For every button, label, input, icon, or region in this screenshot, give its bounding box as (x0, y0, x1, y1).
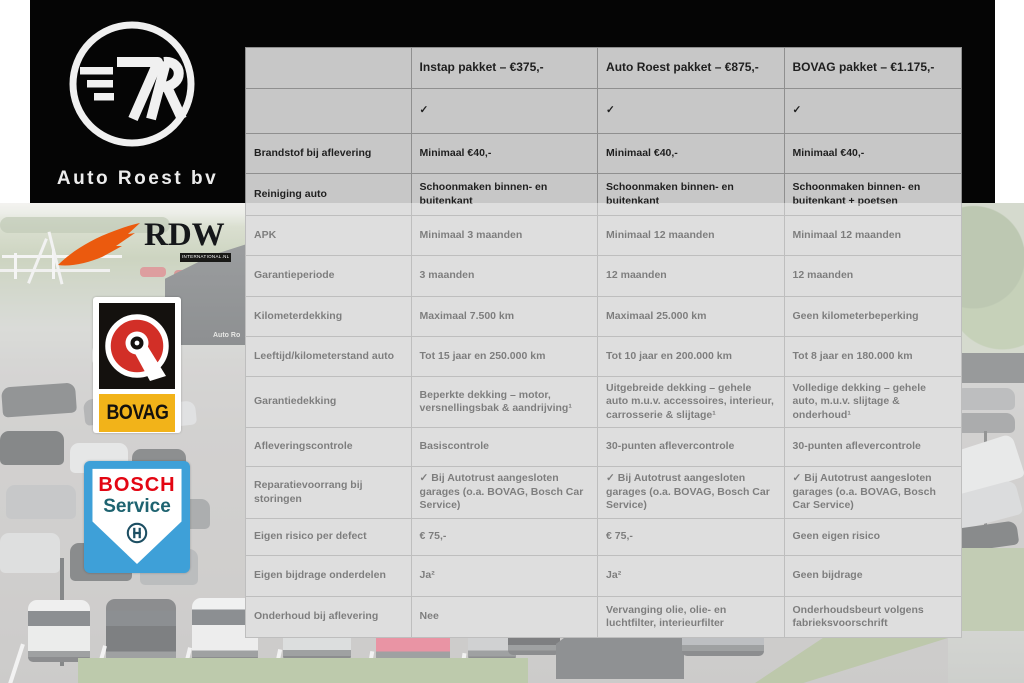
package-cell: € 75,- (598, 519, 784, 556)
row-label: Garantiedekking (246, 377, 412, 428)
package-cell: Geen kilometerbeperking (785, 297, 962, 337)
row-label (246, 89, 412, 134)
row-label: APK (246, 216, 412, 256)
row-label: Garantieperiode (246, 256, 412, 297)
package-cell: ✓ (785, 89, 962, 134)
column-header-instap: Instap pakket – €375,- (412, 48, 598, 89)
bovag-wordmark: BOVAG (105, 401, 168, 424)
rdw-wing-icon (56, 221, 142, 271)
table-row (246, 89, 961, 134)
package-cell: ✓ (412, 89, 598, 134)
package-cell: Tot 8 jaar en 180.000 km (785, 337, 962, 377)
package-cell: Geen bijdrage (785, 556, 962, 597)
package-cell: ✓ Bij Autotrust aangesloten garages (o.a. BOVAG, Bosch Car Service) (785, 467, 962, 519)
package-cell: Ja² (412, 556, 598, 597)
package-cell: Ja² (598, 556, 784, 597)
package-cell: Schoonmaken binnen- en buitenkant + poetsen (785, 174, 962, 216)
package-cell: Minimaal €40,- (598, 134, 784, 174)
package-cell: Minimaal 12 maanden (598, 216, 784, 256)
dealer-name: Auto Roest bv (56, 168, 219, 189)
package-cell: Onderhoudsbeurt volgens fabrieksvoorschrift (785, 597, 962, 637)
dealer-logo (30, 0, 245, 203)
row-label: Brandstof bij aflevering (246, 134, 412, 174)
row-label: Kilometerdekking (246, 297, 412, 337)
bovag-emblem-icon (99, 303, 175, 389)
bosch-service-logo (84, 461, 190, 573)
package-cell: Tot 15 jaar en 250.000 km (412, 337, 598, 377)
package-cell: 30-punten aflevercontrole (785, 428, 962, 467)
row-label: Leeftijd/kilometerstand auto (246, 337, 412, 377)
package-cell: Minimaal €40,- (412, 134, 598, 174)
package-cell: Volledige dekking – gehele auto, m.u.v. slijtage & onderhoud¹ (785, 377, 962, 428)
row-label: Eigen risico per defect (246, 519, 412, 556)
row-label: Onderhoud bij aflevering (246, 597, 412, 637)
bosch-armature-icon (125, 521, 149, 545)
bovag-logo (93, 297, 181, 433)
package-cell: Beperkte dekking – motor, versnellingsbak & aandrijving¹ (412, 377, 598, 428)
bovag-band (99, 394, 175, 432)
row-label: Reparatievoorrang bij storingen (246, 467, 412, 519)
row-label: Eigen bijdrage onderdelen (246, 556, 412, 597)
package-cell: Nee (412, 597, 598, 637)
package-cell: ✓ Bij Autotrust aangesloten garages (o.a. BOVAG, Bosch Car Service) (412, 467, 598, 519)
package-cell: Basiscontrole (412, 428, 598, 467)
package-cell: Schoonmaken binnen- en buitenkant (598, 174, 784, 216)
rdw-sub-sign: INTERNATIONAL.NL (180, 253, 231, 262)
column-header (246, 48, 412, 89)
bosch-wordmark: BOSCH (98, 474, 176, 496)
package-cell: 30-punten aflevercontrole (598, 428, 784, 467)
package-cell: 3 maanden (412, 256, 598, 297)
package-cell: 12 maanden (598, 256, 784, 297)
package-cell: € 75,- (412, 519, 598, 556)
table-row (246, 134, 961, 174)
rdw-logo (56, 219, 231, 277)
package-cell: ✓ Bij Autotrust aangesloten garages (o.a. BOVAG, Bosch Car Service) (598, 467, 784, 519)
package-cell: 12 maanden (785, 256, 962, 297)
package-cell: Vervanging olie, olie- en luchtfilter, interieurfilter (598, 597, 784, 637)
row-label: Reiniging auto (246, 174, 412, 216)
package-cell: Schoonmaken binnen- en buitenkant (412, 174, 598, 216)
package-cell: Uitgebreide dekking – gehele auto m.u.v. accessoires, interieur, carrosserie & slijtage¹ (598, 377, 784, 428)
column-header-bovag: BOVAG pakket – €1.175,- (785, 48, 962, 89)
package-cell: Geen eigen risico (785, 519, 962, 556)
table-header-row (246, 48, 961, 89)
package-cell: Minimaal €40,- (785, 134, 962, 174)
row-label: Afleveringscontrole (246, 428, 412, 467)
package-cell: ✓ (598, 89, 784, 134)
column-header-autoroest: Auto Roest pakket – €875,- (598, 48, 784, 89)
building-sign: Auto Ro (213, 332, 241, 339)
package-cell: Tot 10 jaar en 200.000 km (598, 337, 784, 377)
package-cell: Minimaal 12 maanden (785, 216, 962, 256)
package-cell: Maximaal 25.000 km (598, 297, 784, 337)
dealer-monogram-icon (30, 0, 245, 160)
package-cell: Minimaal 3 maanden (412, 216, 598, 256)
rdw-wordmark: RDW (144, 217, 225, 253)
package-cell: Maximaal 7.500 km (412, 297, 598, 337)
bosch-service-label: Service (103, 496, 171, 517)
